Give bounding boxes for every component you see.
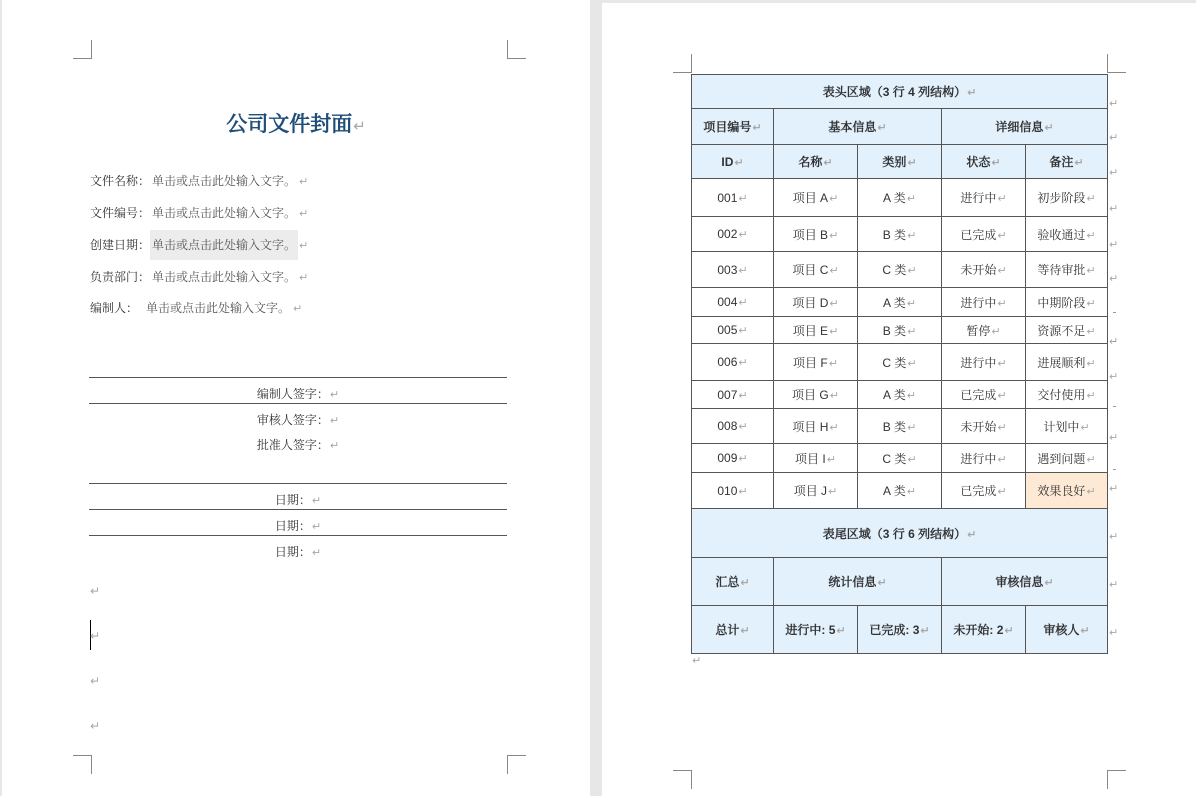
paragraph-mark: ↵: [299, 208, 309, 220]
crop-mark-bottom-left: [73, 755, 92, 774]
field-label: 编制人：: [90, 301, 139, 315]
paragraph-mark: ↵: [329, 389, 340, 401]
paragraph-mark: ↵: [299, 240, 309, 252]
table-column-header-row: [692, 145, 1108, 179]
signature-reviewer[interactable]: [89, 411, 507, 428]
content-control-placeholder[interactable]: 单击或点击此处输入文字。: [152, 206, 297, 220]
row-tick-mark: [1113, 406, 1116, 407]
footer-cell-in-progress[interactable]: 进行中: 5↵: [774, 606, 858, 654]
paragraph-mark: ↵: [311, 521, 322, 533]
cell-status[interactable]: 已完成↵: [942, 217, 1026, 252]
cell-status[interactable]: 已完成↵: [942, 381, 1026, 409]
row-end-mark: ↵: [1109, 336, 1119, 348]
empty-paragraph[interactable]: ↵: [90, 719, 101, 733]
paragraph-mark: ↵: [299, 272, 309, 284]
date-line: [89, 483, 507, 484]
field-label: 文件编号：: [90, 206, 151, 220]
table-row: [692, 473, 1108, 509]
signature-label: 编制人签字：: [256, 387, 329, 401]
cell-status[interactable]: 已完成↵: [942, 473, 1026, 509]
cell-category[interactable]: C 类↵: [858, 444, 942, 473]
table-row: [692, 409, 1108, 444]
cell-id[interactable]: 004↵: [692, 288, 774, 317]
cell-name[interactable]: 项目 B↵: [774, 217, 858, 252]
table-row: [692, 288, 1108, 317]
table-footer-group-row: [692, 558, 1108, 606]
cell-id[interactable]: 008↵: [692, 409, 774, 444]
cell-id[interactable]: 001↵: [692, 179, 774, 217]
date-line: [89, 509, 507, 510]
crop-mark-bottom-right: [507, 755, 526, 774]
footer-group-statistics[interactable]: 统计信息↵: [774, 558, 942, 606]
cell-id[interactable]: 002↵: [692, 217, 774, 252]
signature-author[interactable]: [89, 385, 507, 402]
signature-line: [89, 377, 507, 378]
row-tick-mark: [1113, 312, 1116, 313]
cell-category[interactable]: B 类↵: [858, 409, 942, 444]
crop-mark-bottom-right: [1107, 770, 1126, 789]
table-group-header-row: [692, 109, 1108, 145]
field-label: 负责部门：: [90, 270, 151, 284]
table-row: [692, 179, 1108, 217]
row-end-mark: ↵: [1109, 432, 1119, 444]
signature-label: 审核人签字：: [256, 413, 329, 427]
row-end-mark: ↵: [1109, 167, 1119, 179]
date-label: 日期：: [274, 493, 311, 507]
cell-status[interactable]: 进行中↵: [942, 179, 1026, 217]
cell-note[interactable]: 进展顺利↵: [1026, 344, 1108, 381]
paragraph-mark: ↵: [311, 547, 322, 559]
signature-approver[interactable]: [89, 436, 507, 453]
paragraph-after-table[interactable]: ↵: [692, 655, 702, 667]
cell-id[interactable]: 005↵: [692, 317, 774, 344]
document-page-table[interactable]: [602, 3, 1196, 796]
footer-group-summary[interactable]: 汇总↵: [692, 558, 774, 606]
row-end-mark: ↵: [1109, 239, 1119, 251]
row-tick-mark: [1113, 341, 1116, 342]
column-header-status[interactable]: 状态↵: [942, 145, 1026, 179]
table-row: [692, 317, 1108, 344]
cell-name[interactable]: 项目 A↵: [774, 179, 858, 217]
field-label: 创建日期：: [90, 238, 151, 252]
row-end-mark: ↵: [1109, 203, 1119, 215]
cell-name[interactable]: 项目 J↵: [774, 473, 858, 509]
row-end-mark: ↵: [1109, 273, 1119, 285]
field-department[interactable]: [90, 268, 308, 286]
column-header-category[interactable]: 类别↵: [858, 145, 942, 179]
cell-note[interactable]: 验收通过↵: [1026, 217, 1108, 252]
column-header-id[interactable]: ID↵: [692, 145, 774, 179]
row-end-mark: ↵: [1109, 531, 1119, 543]
cell-status[interactable]: 进行中↵: [942, 344, 1026, 381]
paragraph-mark: ↵: [311, 495, 322, 507]
cell-category[interactable]: A 类↵: [858, 381, 942, 409]
cell-category[interactable]: B 类↵: [858, 217, 942, 252]
cell-status[interactable]: 未开始↵: [942, 409, 1026, 444]
empty-paragraph[interactable]: ↵: [90, 674, 101, 688]
cell-id[interactable]: 010↵: [692, 473, 774, 509]
group-header-detail-info[interactable]: 详细信息↵: [942, 109, 1108, 145]
content-control-placeholder[interactable]: 单击或点击此处输入文字。: [146, 301, 291, 315]
footer-group-review[interactable]: 审核信息↵: [942, 558, 1108, 606]
table-row: [692, 217, 1108, 252]
cell-name[interactable]: 项目 E↵: [774, 317, 858, 344]
row-end-mark: ↵: [1109, 579, 1119, 591]
column-header-name[interactable]: 名称↵: [774, 145, 858, 179]
cell-note[interactable]: 交付使用↵: [1026, 381, 1108, 409]
cell-id[interactable]: 007↵: [692, 381, 774, 409]
cell-category[interactable]: C 类↵: [858, 344, 942, 381]
footer-cell-total[interactable]: 总计↵: [692, 606, 774, 654]
date-row[interactable]: [89, 543, 507, 560]
cell-status[interactable]: 暂停↵: [942, 317, 1026, 344]
row-end-mark: ↵: [1109, 98, 1119, 110]
crop-mark-bottom-left: [673, 770, 692, 789]
row-end-mark: ↵: [1109, 371, 1119, 383]
paragraph-mark: ↵: [353, 118, 366, 135]
row-end-mark: ↵: [1109, 483, 1119, 495]
empty-paragraph[interactable]: ↵: [90, 629, 101, 643]
cell-note-highlighted[interactable]: 效果良好↵: [1026, 473, 1108, 509]
row-end-mark: ↵: [1109, 627, 1119, 639]
group-header-project-number[interactable]: 项目编号↵: [692, 109, 774, 145]
footer-cell-completed[interactable]: 已完成: 3↵: [858, 606, 942, 654]
table-row: [692, 381, 1108, 409]
signature-label: 批准人签字：: [256, 438, 329, 452]
paragraph-mark: ↵: [329, 440, 340, 452]
project-table[interactable]: [691, 74, 1108, 654]
paragraph-mark: ↵: [299, 176, 309, 188]
crop-mark-top-right: [1107, 54, 1126, 73]
field-label: 文件名称：: [90, 174, 151, 188]
cell-id[interactable]: 009↵: [692, 444, 774, 473]
signature-line: [89, 403, 507, 404]
group-header-basic-info[interactable]: 基本信息↵: [774, 109, 942, 145]
cell-id[interactable]: 006↵: [692, 344, 774, 381]
cell-note[interactable]: 资源不足↵: [1026, 317, 1108, 344]
date-label: 日期：: [274, 519, 311, 533]
table-footer-detail-row: [692, 606, 1108, 654]
date-picker-placeholder[interactable]: 单击或点击此处输入文字。: [150, 230, 298, 260]
date-row[interactable]: [89, 517, 507, 534]
content-control-placeholder[interactable]: 单击或点击此处输入文字。: [152, 270, 297, 284]
paragraph-mark: ↵: [329, 415, 340, 427]
row-end-mark: ↵: [1109, 132, 1119, 144]
footer-cell-reviewer[interactable]: 审核人↵: [1026, 606, 1108, 654]
cell-status[interactable]: 进行中↵: [942, 288, 1026, 317]
crop-mark-top-left: [673, 54, 692, 73]
document-page-cover[interactable]: [2, 0, 590, 796]
field-author[interactable]: [90, 299, 302, 317]
table-row: [692, 252, 1108, 288]
paragraph-mark: ↵: [293, 303, 303, 315]
cell-name[interactable]: 项目 F↵: [774, 344, 858, 381]
cell-note[interactable]: 初步阶段↵: [1026, 179, 1108, 217]
date-label: 日期：: [274, 545, 311, 559]
cell-category[interactable]: A 类↵: [858, 288, 942, 317]
empty-paragraph[interactable]: ↵: [90, 584, 101, 598]
cell-id[interactable]: 003↵: [692, 252, 774, 288]
cell-name[interactable]: 项目 G↵: [774, 381, 858, 409]
cover-title[interactable]: [2, 108, 590, 138]
table-header-title-row: [692, 75, 1108, 109]
field-create-date[interactable]: [90, 236, 308, 254]
cell-name[interactable]: 项目 D↵: [774, 288, 858, 317]
crop-mark-top-left: [73, 40, 92, 59]
table-footer-title-row: [692, 509, 1108, 558]
date-row[interactable]: [89, 491, 507, 508]
cell-note[interactable]: 遇到问题↵: [1026, 444, 1108, 473]
cell-name[interactable]: 项目 C↵: [774, 252, 858, 288]
cell-category[interactable]: A 类↵: [858, 473, 942, 509]
content-control-placeholder[interactable]: 单击或点击此处输入文字。: [152, 174, 297, 188]
cell-name[interactable]: 项目 I↵: [774, 444, 858, 473]
cell-status[interactable]: 未开始↵: [942, 252, 1026, 288]
cell-note[interactable]: 计划中↵: [1026, 409, 1108, 444]
row-tick-mark: [1113, 469, 1116, 470]
cell-category[interactable]: C 类↵: [858, 252, 942, 288]
footer-cell-not-started[interactable]: 未开始: 2↵: [942, 606, 1026, 654]
field-file-number[interactable]: [90, 204, 308, 222]
table-row: [692, 444, 1108, 473]
crop-mark-top-right: [507, 40, 526, 59]
table-row: [692, 344, 1108, 381]
cover-title-text: 公司文件封面: [226, 113, 353, 136]
date-line: [89, 535, 507, 536]
cell-note[interactable]: 中期阶段↵: [1026, 288, 1108, 317]
table-header-title-cell[interactable]: 表头区域（3 行 4 列结构）↵: [692, 75, 1108, 109]
cell-status[interactable]: 进行中↵: [942, 444, 1026, 473]
cell-category[interactable]: A 类↵: [858, 179, 942, 217]
field-file-name[interactable]: [90, 172, 308, 190]
table-footer-title-cell[interactable]: 表尾区域（3 行 6 列结构）↵: [692, 509, 1108, 558]
cell-category[interactable]: B 类↵: [858, 317, 942, 344]
cell-note[interactable]: 等待审批↵: [1026, 252, 1108, 288]
column-header-note[interactable]: 备注↵: [1026, 145, 1108, 179]
cell-name[interactable]: 项目 H↵: [774, 409, 858, 444]
